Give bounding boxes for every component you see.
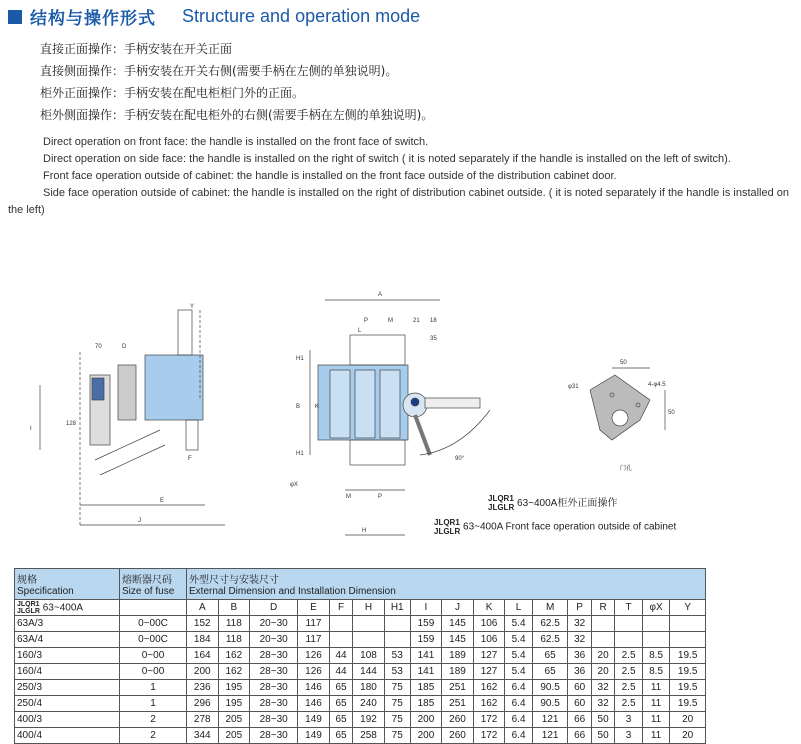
table-row [15, 712, 706, 728]
dim-label: 门孔 [620, 466, 633, 472]
table-cell: 20 [670, 712, 706, 728]
table-cell [384, 616, 410, 632]
col-header: P [568, 600, 591, 616]
dim-label: H1 [296, 356, 304, 362]
table-cell: 184 [187, 632, 219, 648]
table-cell: 66 [568, 712, 591, 728]
table-cell: 5.4 [505, 648, 533, 664]
table-cell: 6.4 [505, 680, 533, 696]
col-header: K [473, 600, 505, 616]
header-dim [187, 569, 706, 600]
table-cell: 144 [353, 664, 385, 680]
table-cell: 75 [384, 728, 410, 744]
table-cell: 162 [473, 680, 505, 696]
col-header: H1 [384, 600, 410, 616]
table-cell: 2.5 [615, 648, 643, 664]
table-cell: 44 [329, 648, 352, 664]
dim-label: A [378, 292, 383, 298]
table-cell: 159 [410, 616, 442, 632]
en-line: Front face operation outside of cabinet: the handle is installed on the front face outside of the distribution cabinet door. [43, 170, 617, 182]
caption-model: JLGLR [434, 527, 461, 536]
table-cell: 160/3 [15, 648, 120, 664]
table-cell: 146 [298, 680, 330, 696]
table-cell: 62.5 [532, 616, 568, 632]
table-cell: 5.4 [505, 632, 533, 648]
side-view-drawing [40, 310, 225, 525]
table-cell: 260 [442, 712, 474, 728]
table-cell: 1 [120, 696, 187, 712]
table-cell: 60 [568, 680, 591, 696]
header-fuse-en: Size of fuse [122, 586, 175, 597]
dim-label: φ31 [568, 384, 579, 390]
table-cell: 189 [442, 664, 474, 680]
caption-en [434, 518, 676, 536]
table-cell: 2.5 [615, 696, 643, 712]
table-cell: 278 [187, 712, 219, 728]
table-cell [670, 616, 706, 632]
header-spec-cn: 规格 [17, 575, 37, 586]
table-cell: 145 [442, 616, 474, 632]
col-header: R [591, 600, 614, 616]
dim-label: F [188, 456, 192, 462]
table-cell: 63A/4 [15, 632, 120, 648]
col-header: L [505, 600, 533, 616]
table-cell: 106 [473, 632, 505, 648]
table-cell: 400/3 [15, 712, 120, 728]
col-header: A [187, 600, 219, 616]
table-cell: 240 [353, 696, 385, 712]
dim-label: M [388, 318, 393, 324]
dim-label: Y [190, 304, 195, 310]
square-bullet-icon [8, 10, 22, 24]
table-cell: 20 [670, 728, 706, 744]
table-cell: 6.4 [505, 696, 533, 712]
table-cell: 180 [353, 680, 385, 696]
table-cell: 28~30 [250, 712, 298, 728]
table-header-row [15, 569, 706, 600]
table-cell: 126 [298, 664, 330, 680]
table-cell: 162 [218, 648, 250, 664]
table-cell [329, 616, 352, 632]
table-cell: 65 [329, 696, 352, 712]
dim-label: L [358, 328, 362, 334]
table-cell: 118 [218, 616, 250, 632]
cn-line: 直接正面操作：手柄安装在开关正面 [40, 42, 233, 56]
table-cell: 60 [568, 696, 591, 712]
table-cell: 11 [642, 728, 670, 744]
cn-description [40, 38, 433, 126]
table-cell: 20 [591, 664, 614, 680]
table-cell: 8.5 [642, 648, 670, 664]
table-cell: 185 [410, 696, 442, 712]
dim-label: I [30, 426, 32, 432]
table-cell: 0~00C [120, 616, 187, 632]
col-header: Y [670, 600, 706, 616]
en-line: Side face operation outside of cabinet: the handle is installed on the right of distribution cabinet outside. ( it is noted separately if the handle is installed on the left) [8, 187, 790, 216]
table-cell [329, 632, 352, 648]
col-header: M [532, 600, 568, 616]
table-cell: 36 [568, 648, 591, 664]
table-cell: 53 [384, 648, 410, 664]
header-dim-en: External Dimension and Installation Dimension [189, 586, 396, 597]
table-row [15, 664, 706, 680]
dim-label: J [138, 518, 141, 524]
table-row [15, 648, 706, 664]
table-cell: 200 [410, 712, 442, 728]
col-header: T [615, 600, 643, 616]
table-cell: 90.5 [532, 680, 568, 696]
table-cell: 2.5 [615, 664, 643, 680]
header-fuse-cn: 熔断器尺码 [122, 575, 172, 586]
table-cell: 28~30 [250, 696, 298, 712]
dim-label: φX [290, 482, 298, 488]
table-cell: 28~30 [250, 664, 298, 680]
table-subheader-row [15, 600, 706, 616]
table-cell: 108 [353, 648, 385, 664]
col-header: F [329, 600, 352, 616]
table-cell: 258 [353, 728, 385, 744]
caption-text: 63~400A Front face operation outside of cabinet [463, 521, 677, 533]
table-row [15, 696, 706, 712]
table-cell [353, 616, 385, 632]
table-cell: 75 [384, 696, 410, 712]
table-cell: 250/3 [15, 680, 120, 696]
table-cell: 121 [532, 728, 568, 744]
table-cell: 28~30 [250, 648, 298, 664]
table-body [15, 616, 706, 744]
table-cell: 127 [473, 648, 505, 664]
table-cell [642, 616, 670, 632]
dim-label: E [160, 498, 165, 504]
table-cell: 20~30 [250, 616, 298, 632]
col-header: φX [642, 600, 670, 616]
table-row [15, 616, 706, 632]
table-cell: 251 [442, 680, 474, 696]
col-header: I [410, 600, 442, 616]
caption-model: JLGLR [488, 503, 515, 513]
table-cell: 65 [532, 664, 568, 680]
caption-cn [488, 494, 617, 512]
table-cell: 19.5 [670, 696, 706, 712]
table-cell: 121 [532, 712, 568, 728]
table-cell: 205 [218, 712, 250, 728]
dim-label: 50 [620, 360, 627, 366]
col-header: D [250, 600, 298, 616]
header-fuse [120, 569, 187, 600]
table-cell: 162 [218, 664, 250, 680]
table-cell: 19.5 [670, 680, 706, 696]
table-cell: 344 [187, 728, 219, 744]
table-cell: 65 [329, 712, 352, 728]
model-range [15, 600, 120, 616]
table-cell [615, 632, 643, 648]
table-cell: 53 [384, 664, 410, 680]
table-cell: 296 [187, 696, 219, 712]
en-line: Direct operation on side face: the handle is installed on the right of switch ( it is noted separately if the handle is installed on the left of switch). [43, 153, 731, 165]
table-cell: 20~30 [250, 632, 298, 648]
table-cell: 117 [298, 632, 330, 648]
table-cell: 28~30 [250, 680, 298, 696]
cn-line: 柜外侧面操作：手柄安装在配电柜外的右侧(需要手柄在左侧的单独说明)。 [40, 108, 434, 122]
table-cell: 62.5 [532, 632, 568, 648]
table-cell: 400/4 [15, 728, 120, 744]
dim-label: 90° [455, 456, 465, 462]
table-cell: 146 [298, 696, 330, 712]
table-cell: 164 [187, 648, 219, 664]
table-cell: 63A/3 [15, 616, 120, 632]
table-cell: 20 [591, 648, 614, 664]
table-cell: 250/4 [15, 696, 120, 712]
table-row [15, 728, 706, 744]
table-cell: 192 [353, 712, 385, 728]
table-cell: 44 [329, 664, 352, 680]
table-cell: 117 [298, 616, 330, 632]
dim-label: P [378, 494, 383, 500]
table-cell [615, 616, 643, 632]
cn-line: 直接侧面操作：手柄安装在开关右侧(需要手柄在左侧的单独说明)。 [40, 64, 398, 78]
table-cell: 32 [568, 632, 591, 648]
table-cell: 0~00 [120, 664, 187, 680]
dimension-table [14, 568, 706, 744]
table-cell: 236 [187, 680, 219, 696]
table-cell: 2.5 [615, 680, 643, 696]
table-cell: 50 [591, 712, 614, 728]
header-spec-en: Specification [17, 586, 74, 597]
dim-label: 50 [668, 410, 675, 416]
table-cell: 6.4 [505, 728, 533, 744]
table-cell: 251 [442, 696, 474, 712]
table-cell [384, 632, 410, 648]
table-cell: 0~00C [120, 632, 187, 648]
cn-line: 柜外正面操作：手柄安装在配电柜柜门外的正面。 [40, 86, 305, 100]
table-cell: 11 [642, 696, 670, 712]
dim-label: 21 [413, 318, 420, 324]
table-cell: 172 [473, 712, 505, 728]
table-cell: 3 [615, 728, 643, 744]
table-cell [642, 632, 670, 648]
dim-label: D [122, 344, 127, 350]
title-en: Structure and operation mode [182, 6, 421, 26]
table-cell: 127 [473, 664, 505, 680]
table-cell: 149 [298, 728, 330, 744]
table-cell: 159 [410, 632, 442, 648]
table-cell: 11 [642, 680, 670, 696]
table-cell: 141 [410, 648, 442, 664]
col-header: H [353, 600, 385, 616]
table-cell: 195 [218, 680, 250, 696]
table-cell: 19.5 [670, 664, 706, 680]
table-cell [670, 632, 706, 648]
table-cell: 5.4 [505, 616, 533, 632]
table-cell [591, 616, 614, 632]
front-view-drawing [310, 300, 490, 535]
table-cell: 75 [384, 712, 410, 728]
table-cell: 6.4 [505, 712, 533, 728]
table-cell: 200 [410, 728, 442, 744]
caption-model: JLQR1 [488, 494, 514, 504]
table-cell: 19.5 [670, 648, 706, 664]
technical-drawing [0, 280, 801, 560]
dim-label: 70 [95, 344, 102, 350]
table-cell: 2 [120, 728, 187, 744]
table-cell: 126 [298, 648, 330, 664]
en-line: Direct operation on front face: the handle is installed on the front face of switch. [43, 136, 429, 148]
header-dim-cn: 外型尺寸与安装尺寸 [189, 575, 279, 586]
dim-label: 18 [430, 318, 437, 324]
table-cell: 162 [473, 696, 505, 712]
table-cell: 5.4 [505, 664, 533, 680]
table-cell: 141 [410, 664, 442, 680]
door-hole-drawing [590, 368, 665, 440]
col-header: B [218, 600, 250, 616]
table-cell: 189 [442, 648, 474, 664]
col-header: E [298, 600, 330, 616]
table-cell: 145 [442, 632, 474, 648]
table-cell: 75 [384, 680, 410, 696]
dim-label: B [296, 404, 301, 410]
caption-text: 63~400A柜外正面操作 [517, 498, 618, 509]
table-cell: 65 [329, 728, 352, 744]
dim-label: P [364, 318, 369, 324]
caption-model: JLQR1 [434, 518, 460, 527]
table-cell: 118 [218, 632, 250, 648]
table-cell: 152 [187, 616, 219, 632]
table-cell: 172 [473, 728, 505, 744]
table-cell: 1 [120, 680, 187, 696]
model-bot: JLGLR [17, 607, 40, 615]
table-cell [353, 632, 385, 648]
header-spec [15, 569, 120, 600]
table-cell: 200 [187, 664, 219, 680]
table-cell: 66 [568, 728, 591, 744]
en-description [8, 134, 792, 219]
table-cell: 90.5 [532, 696, 568, 712]
empty-cell [120, 600, 187, 616]
dim-label: H [362, 528, 367, 534]
table-cell: 260 [442, 728, 474, 744]
dim-label: H1 [296, 451, 304, 457]
table-cell [591, 632, 614, 648]
dim-label: K [315, 404, 320, 410]
col-header: J [442, 600, 474, 616]
table-cell: 65 [532, 648, 568, 664]
table-cell: 32 [591, 696, 614, 712]
table-cell: 185 [410, 680, 442, 696]
section-title [8, 4, 420, 29]
table-cell: 11 [642, 712, 670, 728]
table-cell: 3 [615, 712, 643, 728]
table-cell: 65 [329, 680, 352, 696]
model-top: JLQR1 [17, 600, 40, 608]
table-cell: 0~00 [120, 648, 187, 664]
table-cell: 8.5 [642, 664, 670, 680]
table-cell: 195 [218, 696, 250, 712]
table-cell: 50 [591, 728, 614, 744]
table-cell: 28~30 [250, 728, 298, 744]
table-cell: 32 [591, 680, 614, 696]
table-cell: 2 [120, 712, 187, 728]
table-cell: 36 [568, 664, 591, 680]
dim-label: 128 [66, 421, 77, 427]
dim-label: M [346, 494, 351, 500]
table-row [15, 632, 706, 648]
table-row [15, 680, 706, 696]
dim-label: 4-φ4.5 [648, 382, 666, 388]
table-cell: 106 [473, 616, 505, 632]
table-cell: 149 [298, 712, 330, 728]
table-cell: 205 [218, 728, 250, 744]
table-cell: 32 [568, 616, 591, 632]
table-cell: 160/4 [15, 664, 120, 680]
title-cn: 结构与操作形式 [30, 9, 156, 29]
range-label: 63~400A [42, 602, 84, 614]
dim-label: 35 [430, 336, 437, 342]
